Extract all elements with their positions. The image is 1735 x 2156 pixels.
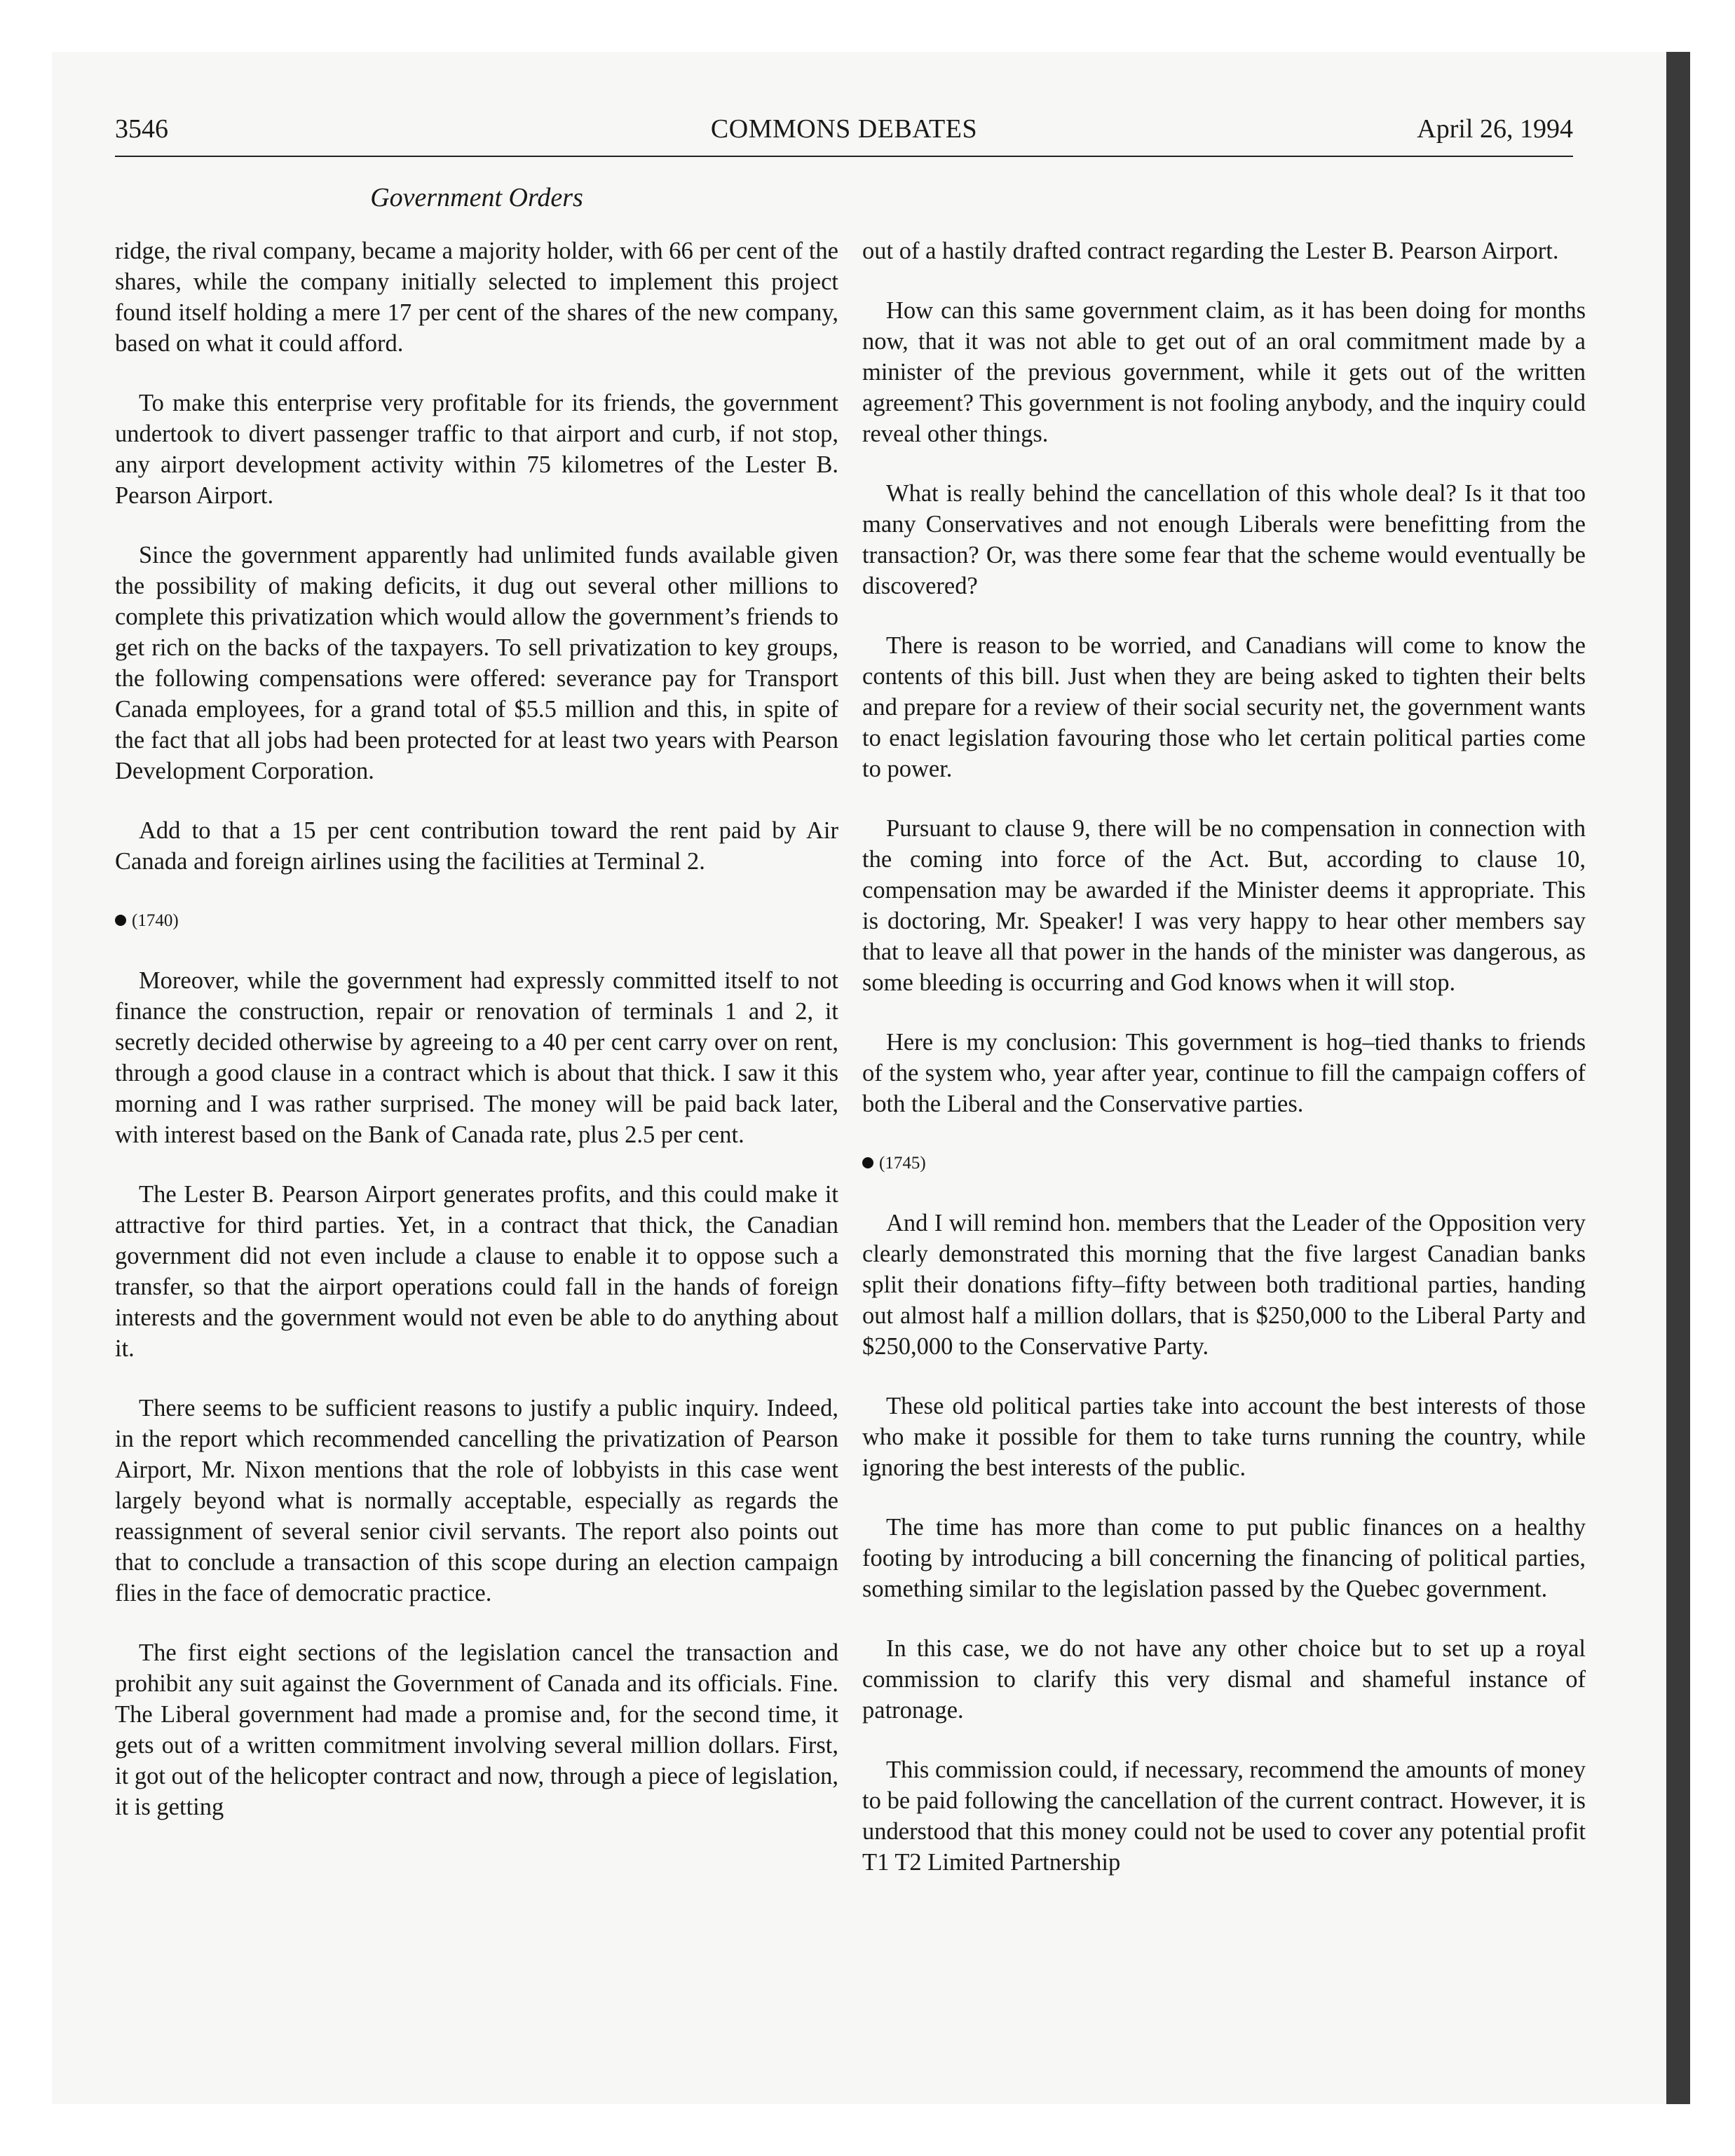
paragraph: There is reason to be worried, and Canadians will come to know the contents of this bill. Just when they are being asked to tighten their belts and prepare for a review of their social security net, the government wants to enact legislation favouring those who let certain political parties come to power. [862,632,1586,782]
paragraph: Since the government apparently had unlimited funds available given the possibility of making deficits, it dug out several other millions to complete this privatization which would allow the government’s friends to get rich on the backs of the taxpayers. To sell privatization to key groups, the following compensations were offered: severance pay for Transport Canada employees, for a grand total of $5.5 million and this, in spite of the fact that all jobs had been protected for at least two years with Pearson Development Corporation. [115,542,838,784]
page-number: 3546 [115,114,168,144]
paragraph: This commission could, if necessary, recommend the amounts of money to be paid following the cancellation of the current contract. However, it is understood that this money could not be used to cover any potential profit T1 T2 Limited Partnership [862,1756,1586,1876]
time-marker-text: (1745) [879,1154,926,1173]
publication-title: COMMONS DEBATES [710,114,978,144]
right-column [862,236,1586,1906]
paragraph: Add to that a 15 per cent contribution toward the rent paid by Air Canada and foreign airlines using the facilities at Terminal 2. [115,817,838,875]
bullet-icon [115,915,126,926]
paragraph: The first eight sections of the legislation cancel the transaction and prohibit any suit against the Government of Canada and its officials. Fine. The Liberal government had made a promise and, for the second time, it gets out of a written commitment involving several million dollars. First, it got out of the helicopter contract and now, through a piece of legislation, it is getting [115,1639,838,1820]
paragraph: And I will remind hon. members that the Leader of the Opposition very clearly demonstrated this morning that the five largest Canadian banks split their donations fifty–fifty between both traditional parties, handing out almost half a million dollars, that is $250,000 to the Liberal Party and $250,000 to the Conservative Party. [862,1210,1586,1360]
paragraph: What is really behind the cancellation of this whole deal? Is it that too many Conservatives and not enough Liberals were benefitting from the transaction? Or, was there some fear that the scheme would eventually be discovered? [862,480,1586,599]
paragraph: In this case, we do not have any other choice but to set up a royal commission to clarify this very dismal and shameful instance of patronage. [862,1635,1586,1724]
scan-edge [1666,52,1690,2104]
time-marker [862,1148,1586,1179]
paragraph: Moreover, while the government had expressly committed itself to not finance the construction, repair or renovation of terminals 1 and 2, it secretly decided otherwise by agreeing to a 40 per cent carry over on rent, through a good clause in a contract which is about that thick. I saw it this morning and I was rather surprised. The money will be paid back later, with interest based on the Bank of Canada rate, plus 2.5 per cent. [115,967,838,1148]
paragraph: Pursuant to clause 9, there will be no compensation in connection with the coming into force of the Act. But, according to clause 10, compensation may be awarded if the Minister deems it appropriate. This is doctoring, Mr. Speaker! I was very happy to hear other members say that to leave all that power in the hands of the minister was dangerous, as some bleeding is occurring and God knows when it will stop. [862,815,1586,996]
left-column [115,236,838,1851]
paragraph: There seems to be sufficient reasons to justify a public inquiry. Indeed, in the report which recommended cancelling the privatization of Pearson Airport, Mr. Nixon mentions that the role of lobbyists in this case went largely beyond what is normally acceptable, especially as regards the reassignment of several senior civil servants. The report also points out that to conclude a transaction of this scope during an election campaign flies in the face of democratic practice. [115,1395,838,1606]
paragraph: How can this same government claim, as it has been doing for months now, that it was not able to get out of an oral commitment made by a minister of the previous government, while it gets out of the written agreement? This government is not fooling anybody, and the inquiry could reveal other things. [862,297,1586,447]
page-header [115,114,1573,153]
document-page [52,52,1690,2104]
paragraph: ridge, the rival company, became a majority holder, with 66 per cent of the shares, while the company initially selected to implement this project found itself holding a mere 17 per cent of the shares of the new company, based on what it could afford. [115,238,838,357]
time-marker-text: (1740) [132,911,179,930]
paragraph: The Lester B. Pearson Airport generates profits, and this could make it attractive for third parties. Yet, in a contract that thick, the Canadian government did not even include a clause to enable it to oppose such a transfer, so that the airport operations could fall in the hands of foreign interests and the government would not even be able to do anything about it. [115,1181,838,1362]
paragraph: Here is my conclusion: This government is hog–tied thanks to friends of the system who, year after year, continue to fill the campaign coffers of both the Liberal and the Conservative parties. [862,1029,1586,1117]
bullet-icon [862,1157,873,1168]
time-marker [115,906,838,936]
paragraph: These old political parties take into account the best interests of those who make it possible for them to take turns running the country, while ignoring the best interests of the public. [862,1393,1586,1481]
header-rule [115,156,1573,157]
publication-date: April 26, 1994 [1417,114,1573,144]
paragraph: To make this enterprise very profitable for its friends, the government undertook to divert passenger traffic to that airport and curb, if not stop, any airport development activity within 75 kilometres of the Lester B. Pearson Airport. [115,390,838,509]
paragraph: The time has more than come to put public finances on a healthy footing by introducing a bill concerning the financing of political parties, something similar to the legislation passed by the Quebec government. [862,1514,1586,1602]
section-title: Government Orders [370,183,583,212]
paragraph: out of a hastily drafted contract regarding the Lester B. Pearson Airport. [862,238,1559,264]
